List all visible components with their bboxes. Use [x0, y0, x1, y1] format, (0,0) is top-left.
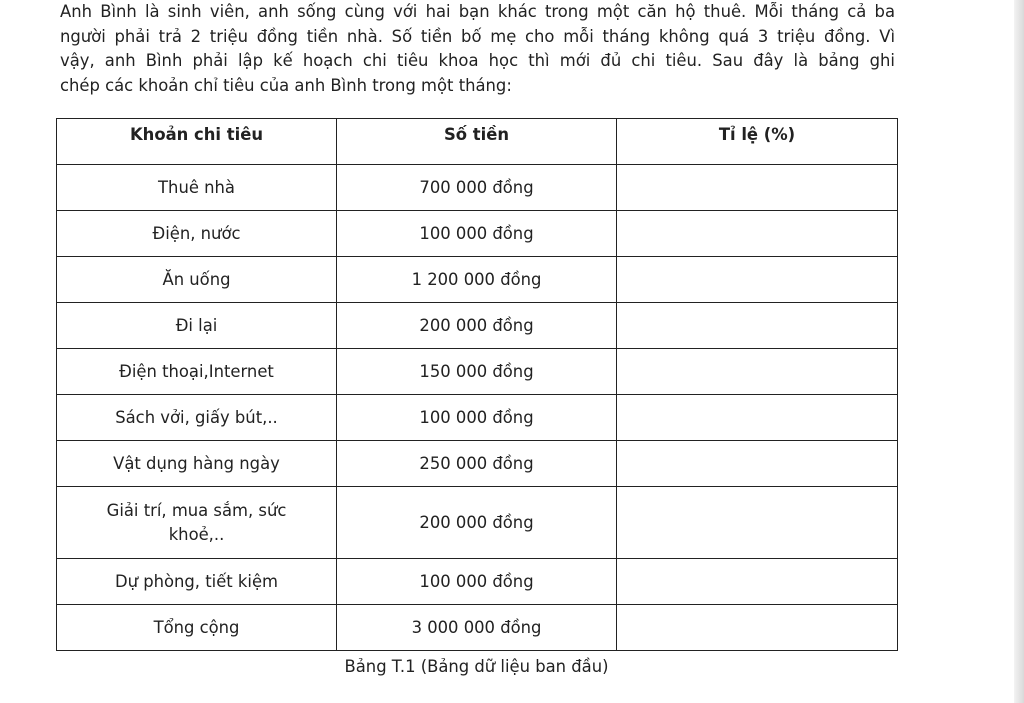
table-row	[57, 165, 898, 211]
cell-amount: 150 000 đồng	[337, 349, 617, 395]
cell-ratio	[617, 349, 898, 395]
cell-item: Điện thoại,Internet	[57, 349, 337, 395]
cell-amount: 200 000 đồng	[337, 303, 617, 349]
cell-amount: 1 200 000 đồng	[337, 257, 617, 303]
cell-amount: 200 000 đồng	[337, 487, 617, 559]
table-row	[57, 441, 898, 487]
paragraph-line: vậy, anh Bình phải lập kế hoạch chi tiêu khoa học thì mới đủ chi tiêu. Sau đây là bảng ghi	[60, 51, 895, 70]
cell-item: Đi lại	[57, 303, 337, 349]
table-row	[57, 487, 898, 559]
cell-item: Dự phòng, tiết kiệm	[57, 559, 337, 605]
cell-amount: 700 000 đồng	[337, 165, 617, 211]
paragraph-line: Anh Bình là sinh viên, anh sống cùng với hai bạn khác trong một căn hộ thuê. Mỗi tháng cả ba	[60, 2, 895, 21]
header-ratio: Tỉ lệ (%)	[617, 119, 898, 165]
paragraph-line: chép các khoản chỉ tiêu của anh Bình trong một tháng:	[60, 75, 512, 95]
table-row	[57, 257, 898, 303]
cell-ratio	[617, 487, 898, 559]
cell-ratio	[617, 559, 898, 605]
paragraph-line: người phải trả 2 triệu đồng tiền nhà. Số tiền bố mẹ cho mỗi tháng không quá 3 triệu đồng. Vì	[60, 26, 895, 46]
cell-item: Ăn uống	[57, 257, 337, 303]
cell-item: Điện, nước	[57, 211, 337, 257]
cell-item: Vật dụng hàng ngày	[57, 441, 337, 487]
cell-amount: 100 000 đồng	[337, 211, 617, 257]
table-row-total	[57, 605, 898, 651]
page-edge-shadow	[1014, 0, 1024, 703]
cell-ratio	[617, 211, 898, 257]
cell-ratio	[617, 395, 898, 441]
cell-amount: 100 000 đồng	[337, 395, 617, 441]
table-row	[57, 349, 898, 395]
cell-ratio	[617, 257, 898, 303]
cell-item: Tổng cộng	[57, 605, 337, 651]
table-row	[57, 303, 898, 349]
table-row	[57, 211, 898, 257]
header-amount: Số tiền	[337, 119, 617, 165]
cell-ratio	[617, 605, 898, 651]
cell-amount: 250 000 đồng	[337, 441, 617, 487]
cell-ratio	[617, 303, 898, 349]
cell-ratio	[617, 441, 898, 487]
table-row	[57, 559, 898, 605]
cell-amount: 100 000 đồng	[337, 559, 617, 605]
header-item: Khoản chi tiêu	[57, 119, 337, 165]
cell-item: Sách vởi, giấy bút,..	[57, 395, 337, 441]
expense-table	[56, 118, 898, 651]
cell-amount: 3 000 000 đồng	[337, 605, 617, 651]
table-header-row	[57, 119, 898, 165]
cell-item: Thuê nhà	[57, 165, 337, 211]
intro-paragraph	[60, 0, 895, 98]
cell-ratio	[617, 165, 898, 211]
cell-item: Giải trí, mua sắm, sức khoẻ,..	[57, 487, 337, 559]
table-row	[57, 395, 898, 441]
table-caption: Bảng T.1 (Bảng dữ liệu ban đầu)	[344, 657, 609, 676]
